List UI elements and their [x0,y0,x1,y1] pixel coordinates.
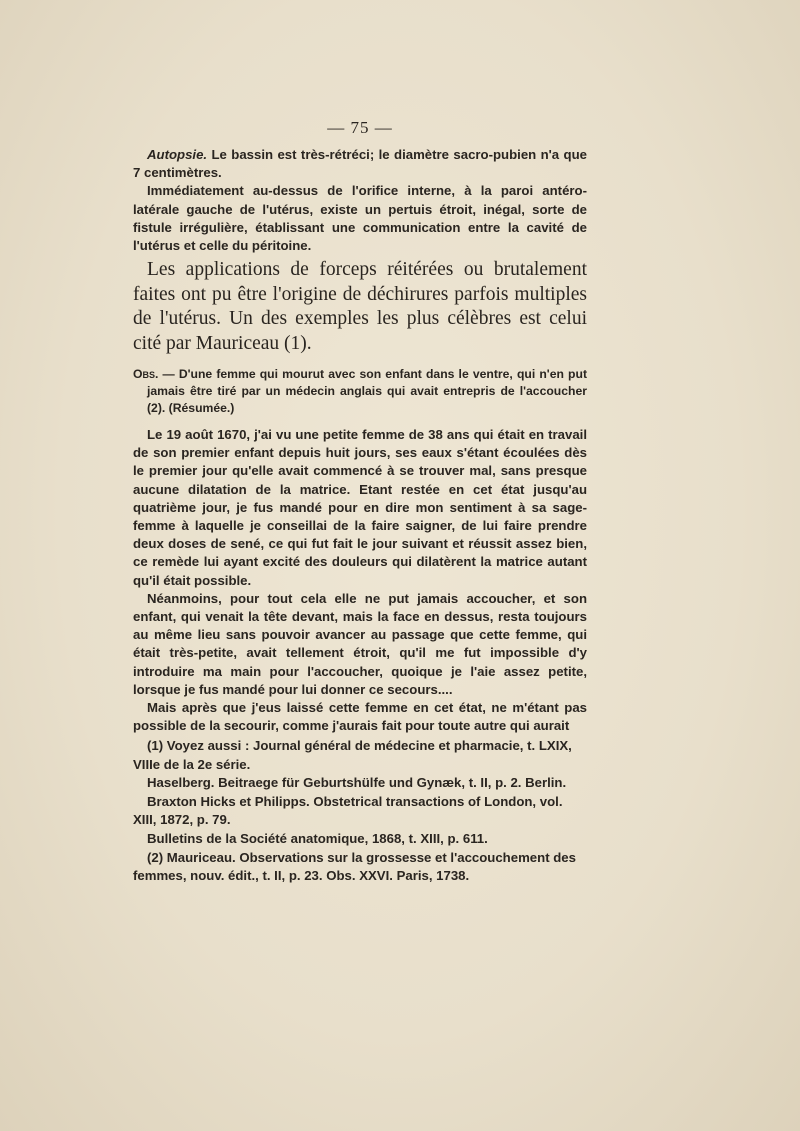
observation-block [133,366,587,416]
autopsy-paragraph [133,146,587,182]
observation-heading [133,366,587,416]
observation-text: — D'une femme qui mourut avec son enfant dans le ventre, qui n'en put jamais être tiré par un médecin anglais qui avait entrepris de l'accoucher (2). (Résumée.) [147,367,587,415]
narrative-paragraph-1: Le 19 août 1670, j'ai vu une petite femme de 38 ans qui était en travail de son premier enfant depuis huit jours, ses eaux s'étant écoulées dès le premier jour qu'elle avait commencé à se trouver mal, sans presque aucune dilatation de la matrice. Etant restée en cet état jusqu'au quatrième jour, je fus mandé pour en dire mon sentiment à sa sage-femme à laquelle je conseillai de la faire saigner, de lui faire prendre deux doses de sené, ce qui fut fait le jour suivant et réussit assez bien, ce remède lui ayant excité des douleurs qui dilatèrent la matrice autant qu'il était possible. [133,427,587,588]
footnotes-block [133,737,587,886]
narrative-paragraph-3: Mais après que j'eus laissé cette femme en cet état, ne m'étant pas possible de la secourir, comme j'aurais fait pour toute autre qui aurait [133,700,587,734]
footnote-1-haselberg: Haselberg. Beitraege für Geburtshülfe und Gynæk, t. II, p. 2. Berlin. [147,775,567,791]
footnote-1-braxton: Braxton Hicks et Philipps. Obstetrical transactions of London, vol. XIII, 1872, p. 79. [133,793,563,828]
footnote-1: (1) Voyez aussi : Journal général de médecine et pharmacie, t. LXIX, VIIIe de la 2e série. [133,738,572,772]
main-paragraph: Les applications de forceps réitérées ou brutalement faites ont pu être l'origine de déchirures parfois multiples de l'utérus. Un des exemples les plus célèbres est celui cité par Mauriceau (1). [133,259,587,354]
main-paragraph-block [133,258,587,356]
autopsy-label: Autopsie. [147,147,208,162]
narrative-block [133,426,587,735]
narrative-paragraph-2: Néanmoins, pour tout cela elle ne put jamais accoucher, et son enfant, qui venait la tête devant, mais la face en dessus, resta toujours au même lieu sans pouvoir avancer au passage que cette femme, qui était très-petite, avait tellement étroit, qu'il me fut impossible d'y introduire ma main pour l'accoucher, quoique je l'aie assez petite, lorsque je fus mandé pour lui donner ce secours.... [133,590,587,697]
autopsy-section [133,146,587,255]
page-number: — 75 — [327,118,393,137]
autopsy-paragraph-2: Immédiatement au-dessus de l'orifice interne, à la paroi antéro-latérale gauche de l'utérus, existe un pertuis étroit, inégal, sorte de fistule irrégulière, établissant une communication entre la cavité de l'utérus et celle du péritoine. [133,183,587,254]
autopsy-text: Le bassin est très-rétréci; le diamètre sacro-pubien n'a que 7 centimètres. [133,147,587,181]
footnote-1-bulletins: Bulletins de la Société anatomique, 1868, t. XIII, p. 611. [147,830,488,846]
footnote-2: (2) Mauriceau. Observations sur la grossesse et l'accouchement des femmes, nouv. édit., t. II, p. 23. Obs. XXVI. Paris, 1738. [133,849,576,884]
observation-label: Obs. [133,367,159,381]
